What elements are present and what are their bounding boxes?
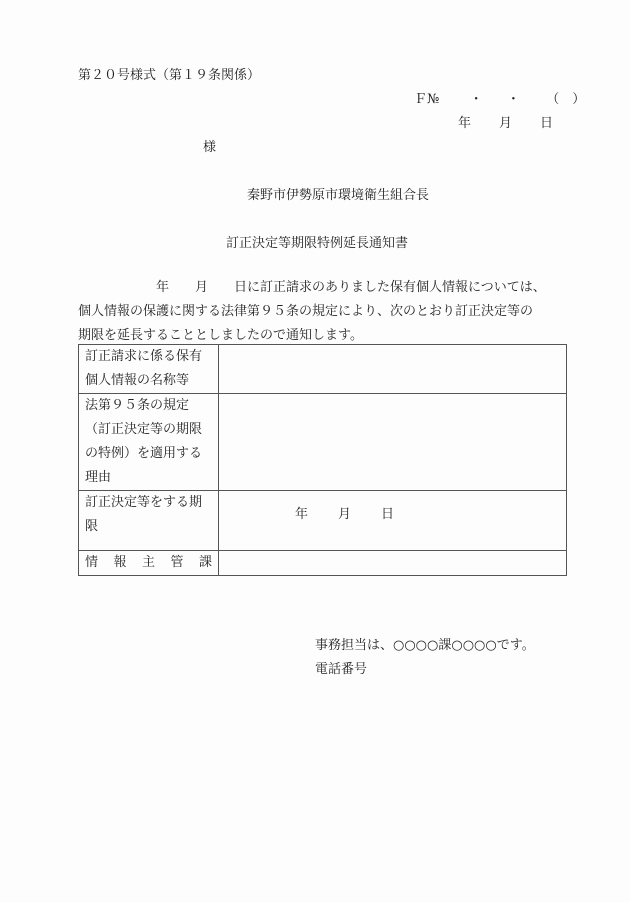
contact-info <box>315 634 535 682</box>
file-number-dot: ・ <box>469 92 483 107</box>
label-line: 個人情報の名称等 <box>85 373 190 388</box>
table-row <box>79 345 567 394</box>
table-row <box>79 394 567 491</box>
body-line: 年 月 日に訂正請求のありました保有個人情報については、 <box>78 280 546 295</box>
date-year: 年 <box>295 507 309 522</box>
contact-person: 事務担当は、○○○○課○○○○です。 <box>315 638 535 653</box>
file-number-paren: （ ） <box>546 92 586 107</box>
label-line: 理由 <box>85 470 112 485</box>
deadline-date[interactable] <box>219 491 567 551</box>
date-month: 月 <box>338 507 352 522</box>
form-number: 第２０号様式（第１９条関係） <box>78 68 261 83</box>
phone-label: 電話番号 <box>315 662 368 677</box>
row-value[interactable] <box>219 394 567 491</box>
label-line: 訂正決定等をする期 <box>85 495 203 510</box>
body-text <box>78 276 570 348</box>
label-char: 報 <box>113 555 127 570</box>
file-number-dot: ・ <box>506 92 520 107</box>
issue-date <box>458 112 553 131</box>
addressee: 様 <box>203 140 217 155</box>
sender: 秦野市伊勢原市環境衛生組合長 <box>247 188 430 203</box>
row-label <box>79 394 219 491</box>
body-line: 期限を延長することとしましたので通知します。 <box>78 328 363 343</box>
label-line: 法第９５条の規定 <box>85 398 190 413</box>
table-row <box>79 551 567 576</box>
document-title: 訂正決定等期限特例延長通知書 <box>226 236 409 251</box>
row-label <box>79 491 219 551</box>
row-value[interactable] <box>219 551 567 576</box>
date-day: 日 <box>381 507 395 522</box>
label-char: 管 <box>170 555 184 570</box>
row-value[interactable] <box>219 345 567 394</box>
row-label <box>79 551 219 576</box>
label-char: 情 <box>85 555 99 570</box>
label-char: 主 <box>141 555 155 570</box>
table-row <box>79 491 567 551</box>
label-char: 課 <box>198 555 212 570</box>
date-day: 日 <box>540 116 554 131</box>
body-line: 個人情報の保護に関する法律第９５条の規定により、次のとおり訂正決定等の <box>78 304 534 319</box>
date-month: 月 <box>499 116 513 131</box>
label-line: 訂正請求に係る保有 <box>85 349 203 364</box>
date-year: 年 <box>458 116 472 131</box>
label-line: （訂正決定等の期限 <box>85 422 203 437</box>
row-label <box>79 345 219 394</box>
info-table <box>78 344 567 576</box>
file-number-label: Ｆ№ <box>414 92 440 107</box>
label-line: の特例）を適用する <box>85 446 203 461</box>
file-number <box>414 88 585 107</box>
label-line: 限 <box>85 519 99 534</box>
